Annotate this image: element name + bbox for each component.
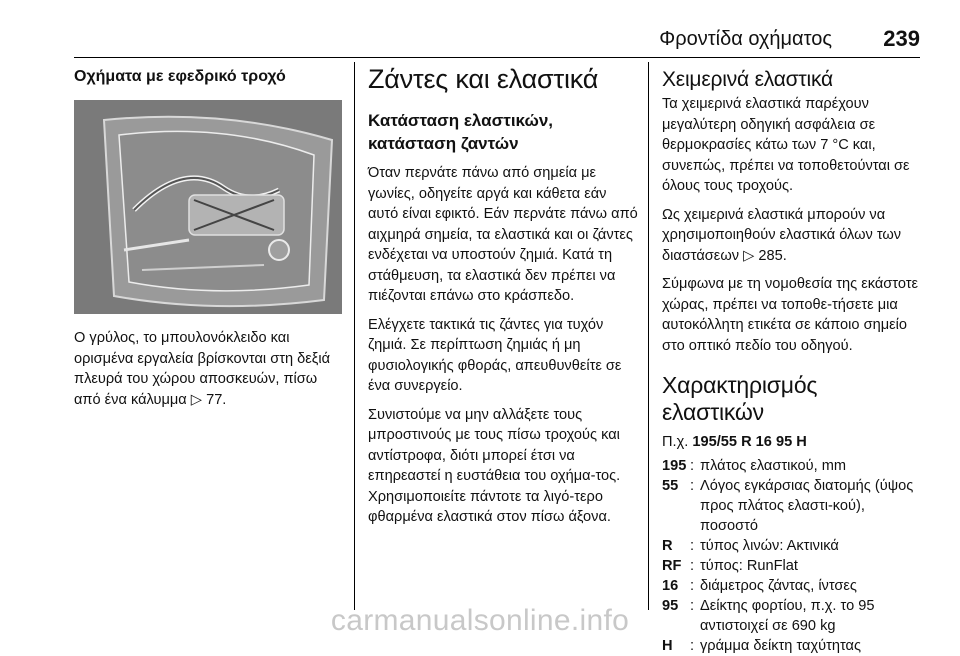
definition-key: 55 bbox=[662, 478, 679, 494]
paragraph-check-rims: Ελέγχετε τακτικά τις ζάντες για τυχόν ζημιά. Σε περίπτωση ζημιάς ή μη φυσιολογικής φθοράς, απευθυνθείτε σε ένα συνεργείο. bbox=[368, 316, 622, 394]
section-heading-spare-wheel: Οχήματα με εφεδρικό τροχό bbox=[74, 68, 286, 85]
column-divider-1 bbox=[354, 62, 355, 610]
vehicle-trunk-tool-compartment-image bbox=[74, 100, 342, 314]
definition-value: διάμετρος ζάντας, ίντσες bbox=[700, 578, 857, 594]
definition-colon: : bbox=[690, 638, 695, 654]
definition-colon: : bbox=[690, 458, 695, 474]
definition-colon: : bbox=[690, 598, 695, 614]
figure-caption: Ο γρύλος, το μπουλονόκλειδο και ορισμένα εργαλεία βρίσκονται στη δεξιά πλευρά του χώρου αποσκευών, πίσω από ένα κάλυμμα ▷ 77. bbox=[74, 330, 331, 408]
paragraph-winter-tyres-safety: Τα χειμερινά ελαστικά παρέχουν μεγαλύτερη οδηγική ασφάλεια σε θερμοκρασίες κάτω των 7 °C και, συνεπώς, πρέπει να τοποθετούνται σε όλους τους τροχούς. bbox=[662, 96, 910, 194]
definition-value: γράμμα δείκτη ταχύτητας bbox=[700, 638, 861, 654]
definition-value: τύπος: RunFlat bbox=[700, 558, 798, 574]
page-number: 239 bbox=[883, 26, 920, 51]
header-divider bbox=[74, 57, 920, 58]
page-reference-triangle-icon: ▷ bbox=[743, 247, 755, 264]
definition-row bbox=[662, 556, 924, 576]
tyre-designation-example: Π.χ. 195/55 R 16 95 H bbox=[662, 434, 807, 450]
definition-key: R bbox=[662, 538, 673, 554]
definition-key: 95 bbox=[662, 598, 679, 614]
definition-value: Δείκτης φορτίου, π.χ. το 95 αντιστοιχεί σε 690 kg bbox=[700, 598, 875, 634]
definition-value: τύπος λινών: Ακτινικά bbox=[700, 538, 839, 554]
definition-value: πλάτος ελαστικού, mm bbox=[700, 458, 847, 474]
definition-row bbox=[662, 536, 924, 556]
definition-key: 16 bbox=[662, 578, 679, 594]
definition-key: RF bbox=[662, 558, 682, 574]
subheading-tyre-condition: Κατάσταση ελαστικών, κατάσταση ζαντών bbox=[368, 111, 553, 153]
page-header bbox=[0, 0, 960, 62]
section-heading-winter-tyres: Χειμερινά ελαστικά bbox=[662, 68, 833, 91]
definition-key: 195 bbox=[662, 458, 687, 474]
definition-colon: : bbox=[690, 478, 695, 494]
definition-row bbox=[662, 576, 924, 596]
definition-row bbox=[662, 456, 924, 476]
column-divider-2 bbox=[648, 62, 649, 610]
watermark-text: carmanualsonline.info bbox=[330, 604, 630, 637]
chapter-title: Φροντίδα οχήματος bbox=[659, 28, 832, 50]
paragraph-driving-over-edges: Όταν περνάτε πάνω από σημεία με γωνίες, οδηγείτε αργά και κάθετα εάν αυτό είναι εφικτό. Εάν περνάτε πάνω από αιχμηρά σημεία, τα ελαστικά και οι ζάντες ενδέχεται να υποστούν ζημιά. Κατά τη στάθμευση, τα ελαστικά δεν πρέπει να πιέζονται επάνω στο κράσπεδο. bbox=[368, 165, 638, 304]
definition-colon: : bbox=[690, 578, 695, 594]
definition-row bbox=[662, 476, 924, 536]
column-right bbox=[662, 62, 924, 656]
definition-value: Λόγος εγκάρσιας διατομής (ύψος προς πλάτος ελαστι‑κού), ποσοστό bbox=[700, 478, 914, 534]
definition-key: H bbox=[662, 638, 673, 654]
page-reference-triangle-icon: ▷ bbox=[190, 391, 203, 408]
column-left bbox=[74, 62, 342, 418]
paragraph-wheel-swap: Συνιστούμε να μην αλλάξετε τους μπροστινούς με τους πίσω τροχούς και αντίστροφα, διότι μπορεί έτσι να επηρεαστεί η ευστάθεια του οχήμα‑τος. Χρησιμοποιείτε πάντοτε τα λιγό‑τερο φθαρμένα ελαστικά στον πίσω άξονα. bbox=[368, 406, 621, 525]
paragraph-winter-tyres-sizes: Ως χειμερινά ελαστικά μπορούν να χρησιμοποιηθούν ελαστικά όλων των διαστάσεων ▷ 285. bbox=[662, 206, 902, 264]
definition-colon: : bbox=[690, 538, 695, 554]
definition-row bbox=[662, 636, 924, 656]
section-heading-rims-tyres: Ζάντες και ελαστικά bbox=[368, 64, 599, 94]
section-heading-tyre-designation: Χαρακτηρισμός ελαστικών bbox=[662, 372, 818, 425]
column-middle bbox=[368, 62, 638, 536]
paragraph-sticker-label: Σύμφωνα με τη νομοθεσία της εκάστοτε χώρας, πρέπει να τοποθε‑τήσετε μια αυτοκόλλητη ετικέτα σε κάποιο σημείο στο οπτικό πεδίο του οδηγού. bbox=[662, 276, 919, 354]
definition-colon: : bbox=[690, 558, 695, 574]
